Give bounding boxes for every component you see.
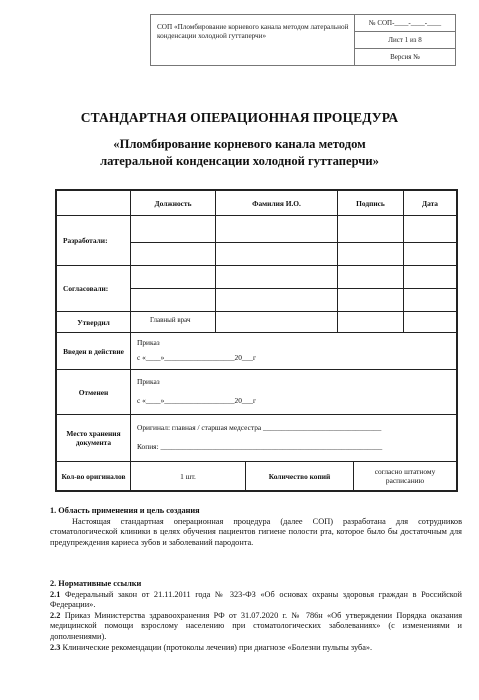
item-text: Клинические рекомендации (протоколы лечения) при диагнозе «Болезни пульпы зуба». xyxy=(62,642,373,652)
approved-position: Главный врач xyxy=(150,316,191,324)
item-text: Федеральный закон от 21.11.2011 года № 323-ФЗ «Об основах охраны здоровья граждан в Российской Федерации». xyxy=(50,589,462,610)
header-version: Версия № xyxy=(390,53,420,61)
enacted-order-line: с «____»___________________20___г xyxy=(137,352,257,362)
row-label-developed: Разработали: xyxy=(63,236,108,245)
table-border-right xyxy=(456,189,458,492)
col-header-date: Дата xyxy=(421,198,438,208)
col-header-signature: Подпись xyxy=(356,198,385,208)
section-1 xyxy=(50,506,462,548)
header-meta xyxy=(355,15,455,65)
item-number: 2.3 xyxy=(50,642,61,652)
row-line xyxy=(130,242,458,243)
item-number: 2.2 xyxy=(50,610,61,620)
section-2 xyxy=(50,579,462,653)
copies-value: согласно штатному расписанию xyxy=(374,467,436,485)
table-divider-label xyxy=(130,189,131,492)
subtitle-line-2: латеральной конденсации холодной гуттаперчи» xyxy=(100,154,379,168)
row-label-enacted: Введен в действие xyxy=(63,346,124,356)
header-number: № СОП-____-____-____ xyxy=(355,15,455,32)
section-2-item-3 xyxy=(50,643,462,654)
section-1-text: Настоящая стандартная операционная процедура (далее СОП) разработана для сотрудников стоматологической клиники в целях обучения пациентов гигиене полости рта, которое было бы достаточным для предупреждения кариеса зубов и заболеваний пародонта. xyxy=(50,516,462,547)
section-2-heading: 2. Нормативные ссылки xyxy=(50,579,142,588)
header-sheet: Лист 1 из 8 xyxy=(355,32,455,49)
row-label-approved: Утвердил xyxy=(77,317,110,327)
col-header-name: Фамилия И.О. xyxy=(252,198,301,208)
item-text: Приказ Министерства здравоохранения РФ от 31.07.2020 г. № 786н «Об утверждении Порядка оказания медицинской помощи взрослому населению при стоматологических заболеваниях» (с изменениями и дополнениями). xyxy=(50,610,463,641)
col-header-position: Должность xyxy=(154,198,192,208)
enacted-order-label: Приказ xyxy=(137,337,160,347)
row-label-originals: Кол-во оригиналов xyxy=(61,471,126,481)
cancelled-order-label: Приказ xyxy=(137,376,160,386)
storage-original: Оригинал: главная / старшая медсестра ________________________________ xyxy=(137,422,382,432)
row-label-cancelled: Отменен xyxy=(78,387,109,397)
document-header xyxy=(150,14,456,66)
originals-value: 1 шт. xyxy=(180,471,196,481)
item-number: 2.1 xyxy=(50,589,61,599)
row-label-storage: Место хранения документа xyxy=(66,429,121,447)
row-line xyxy=(130,288,458,289)
table-border-bottom xyxy=(55,490,458,492)
section-2-item-2 xyxy=(50,611,462,643)
storage-copy: Копия: ____________________________________________________________ xyxy=(137,441,383,451)
subtitle-line-1: «Пломбирование корневого канала методом xyxy=(113,137,366,151)
header-doc-name: СОП «Пломбирование корневого канала методом латеральной конденсации холодной гуттаперчи» xyxy=(151,15,355,65)
approval-table xyxy=(55,189,458,492)
page-title: СТАНДАРТНАЯ ОПЕРАЦИОННАЯ ПРОЦЕДУРА xyxy=(80,110,399,125)
copies-label: Количество копий xyxy=(268,471,331,481)
row-label-agreed: Согласовали: xyxy=(63,284,109,293)
section-2-item-1 xyxy=(50,590,462,611)
section-1-heading: 1. Область применения и цель создания xyxy=(50,506,200,515)
page-subtitle xyxy=(0,136,479,170)
cancelled-order-line: с «____»___________________20___г xyxy=(137,395,257,405)
